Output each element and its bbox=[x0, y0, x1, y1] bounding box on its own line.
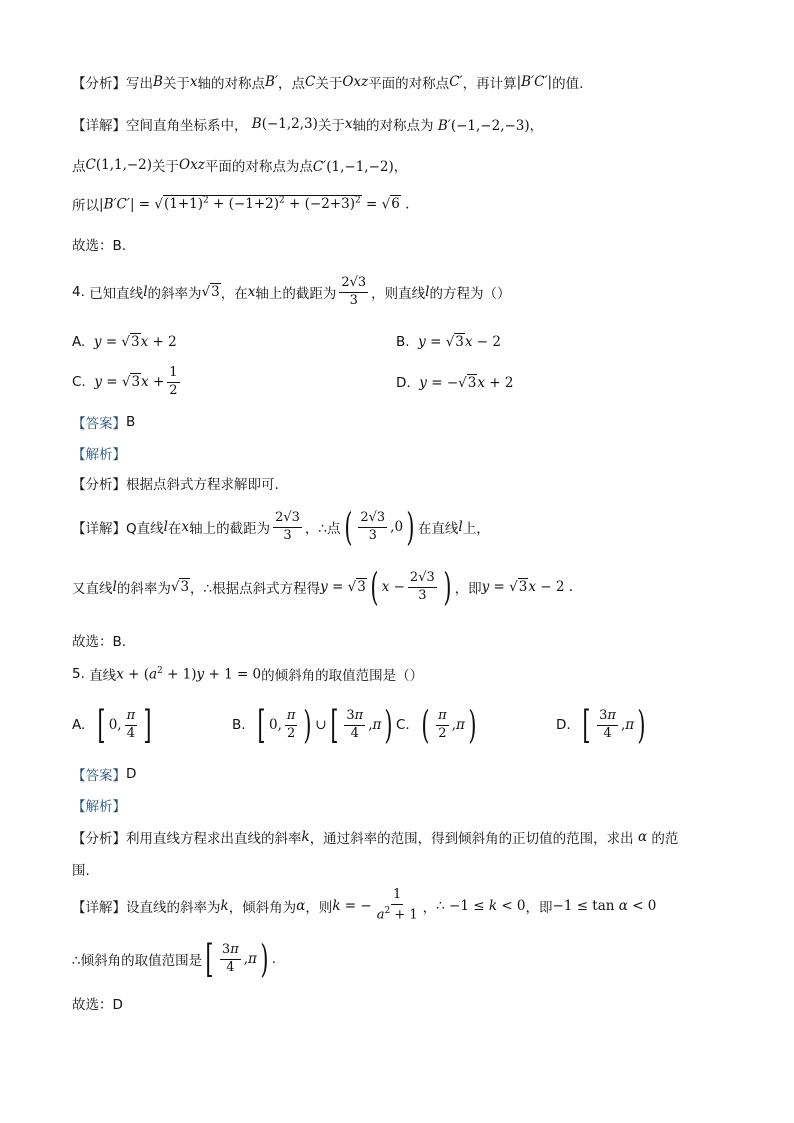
option-4b: B. y = √3x − 2 bbox=[396, 334, 501, 350]
solution-4-header: 【解析】 bbox=[72, 447, 126, 463]
choice-5: 故选：D bbox=[72, 997, 123, 1013]
solution-5-header: 【解析】 bbox=[72, 799, 126, 815]
answer-5: 【答案】 D bbox=[72, 766, 137, 784]
option-4c: C. y = √3x + $\frac{1}{2}$ bbox=[72, 365, 178, 398]
choice-4: 故选：B. bbox=[72, 634, 127, 650]
question-5: 5. 直线 $x + (a^2 + 1)y + 1 = 0$ 的倾斜角的取值范围是（） bbox=[72, 665, 424, 684]
detail-4-line-1: 【详解】 Q直线 l 在 x 轴上的截距为 $\frac{2√3}{3}$ ，∴点 ( $\frac{2√3}{3}$ ,0 ) 在直线 l 上， bbox=[72, 505, 490, 549]
option-5a: A. [ 0, $\frac{\pi}{4}$ ] bbox=[72, 703, 152, 747]
option-5b: B. [ 0, $\frac{\pi}{2}$ ) ∪ [ $\frac{3\pi}{4}$ ,π ) bbox=[232, 703, 393, 747]
option-4a: A. y = √3x + 2 bbox=[72, 334, 177, 350]
question-4: 4. 已知直线 l 的斜率为 √3 ，在 x 轴上的截距为 $\frac{2√3}{3}$ ，则直线 l 的方程为（） bbox=[72, 275, 511, 308]
detail-tag: 【详解】 bbox=[72, 118, 126, 134]
detail-line-2: 点 C(1,1,−2) 关于 Oxz 平面的对称点为点 C′(1,−1,−2)， bbox=[72, 157, 408, 175]
choice-line-1: 故选：B. bbox=[72, 238, 127, 254]
analysis-4: 【分析】 根据点斜式方程求解即可. bbox=[72, 477, 279, 493]
option-5c: C. ( $\frac{\pi}{2}$ ,π ) bbox=[396, 703, 477, 747]
detail-5-line-1: 【详解】 设直线的斜率为 k ，倾斜角为 α ，则 k = − $\frac{1}{a^2 + 1}$ ， ∴ −1 ≤ k < 0 ，即 −1 ≤ tan α < 0 bbox=[72, 887, 657, 923]
answer-4: 【答案】 B bbox=[72, 414, 136, 432]
option-4d: D. y = −√3x + 2 bbox=[396, 375, 514, 391]
detail-line-1: 【详解】 空间直角坐标系中， B(−1,2,3) 关于 x 轴的对称点为 B′(−1,−2,−3)， bbox=[72, 116, 544, 134]
detail-5-line-2: ∴倾斜角的取值范围是 [ $\frac{3\pi}{4}$ ,π ) . bbox=[72, 937, 277, 981]
analysis-5-line-1: 【分析】 利用直线方程求出直线的斜率 k ，通过斜率的范围，得到倾斜角的正切值的范围，求出 α 的范 bbox=[72, 829, 679, 847]
option-5d: D. [ $\frac{3\pi}{4}$ ,π ) bbox=[556, 703, 646, 747]
analysis-tag: 【分析】 bbox=[72, 76, 126, 92]
detail-line-3: 所以 $|B'C'| = √(1+1)^2 + (-1+2)^2 + (-2+3)^2 = √6$ . bbox=[72, 195, 410, 214]
detail-4-line-2: 又直线 l 的斜率为 √3 ，∴根据点斜式方程得 y = √3 ( x − $\frac{2√3}{3}$ ) ，即 y = √3x − 2 . bbox=[72, 565, 574, 609]
analysis-line-1: 【分析】 写出 B 关于 x 轴的对称点 B′ ，点 C 关于 Oxz 平面的对称点 C′ ，再计算 |B′C′| 的值. bbox=[72, 74, 584, 92]
analysis-5-line-2: 围. bbox=[72, 863, 90, 879]
